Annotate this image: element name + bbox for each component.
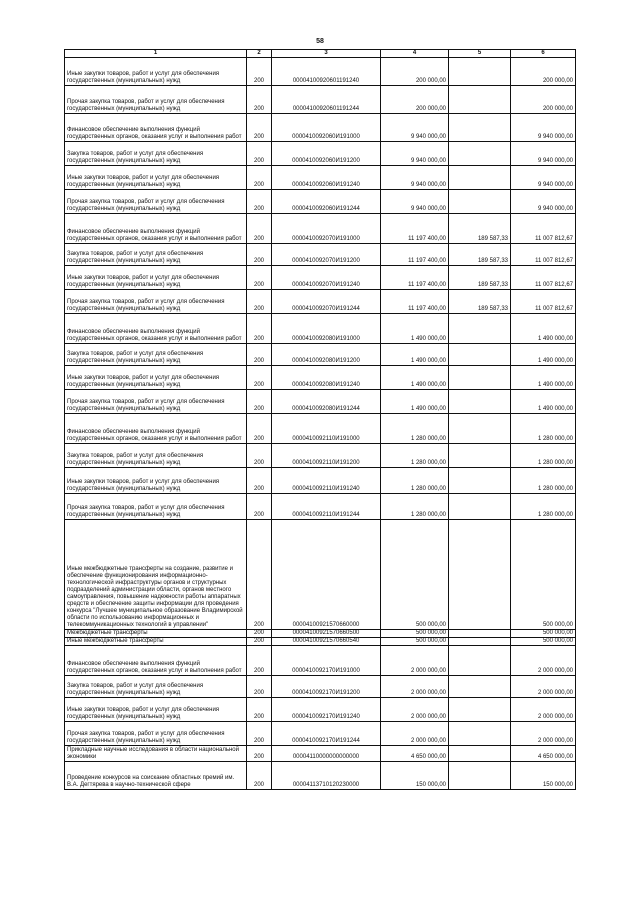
table-row: [65, 520, 576, 630]
row-amount-total: 500 000,00: [511, 520, 576, 630]
row-code: 200: [247, 114, 272, 142]
row-code: 200: [247, 520, 272, 630]
row-budget-code: 0000410092170И191000: [272, 646, 381, 676]
row-amount-total: 9 940 000,00: [511, 142, 576, 166]
table-header-row: [65, 50, 576, 58]
row-budget-code: 00004100921570660500: [272, 630, 381, 638]
table-row: [65, 722, 576, 746]
row-name: Иные закупки товаров, работ и услуг для обеспечения государственных (муниципальных) нужд: [65, 698, 247, 722]
row-amount-planned: 1 280 000,00: [381, 414, 449, 444]
row-amount-planned: 2 000 000,00: [381, 646, 449, 676]
column-header-1: 1: [65, 50, 247, 58]
row-amount-change: [449, 444, 511, 468]
row-amount-total: 1 280 000,00: [511, 414, 576, 444]
row-amount-planned: 200 000,00: [381, 58, 449, 86]
table-row: [65, 444, 576, 468]
row-amount-total: 9 940 000,00: [511, 190, 576, 214]
row-name: Закупка товаров, работ и услуг для обеспечения государственных (муниципальных) нужд: [65, 444, 247, 468]
row-amount-change: [449, 630, 511, 638]
column-header-6: 6: [511, 50, 576, 58]
row-amount-planned: 1 490 000,00: [381, 344, 449, 366]
table-row: [65, 746, 576, 762]
row-name: Финансовое обеспечение выполнения функций государственных органов, оказания услуг и выполнения работ: [65, 214, 247, 244]
row-amount-change: [449, 190, 511, 214]
row-name: Прочая закупка товаров, работ и услуг для обеспечения государственных (муниципальных) нужд: [65, 494, 247, 520]
row-amount-change: 189 587,33: [449, 244, 511, 266]
row-name: Финансовое обеспечение выполнения функций государственных органов, оказания услуг и выполнения работ: [65, 314, 247, 344]
row-amount-planned: 1 490 000,00: [381, 314, 449, 344]
row-amount-planned: 500 000,00: [381, 520, 449, 630]
row-budget-code: 0000410092080И191240: [272, 366, 381, 390]
row-name: Прочая закупка товаров, работ и услуг для обеспечения государственных (муниципальных) нужд: [65, 190, 247, 214]
row-code: 200: [247, 722, 272, 746]
column-header-2: 2: [247, 50, 272, 58]
row-budget-code: 00004113710120230000: [272, 762, 381, 790]
column-header-5: 5: [449, 50, 511, 58]
row-amount-total: 1 490 000,00: [511, 366, 576, 390]
row-amount-planned: 1 280 000,00: [381, 468, 449, 494]
row-amount-change: [449, 638, 511, 646]
row-amount-change: [449, 494, 511, 520]
row-code: 200: [247, 314, 272, 344]
row-amount-planned: 4 650 000,00: [381, 746, 449, 762]
table-row: [65, 86, 576, 114]
row-amount-total: 2 000 000,00: [511, 698, 576, 722]
table-row: [65, 290, 576, 314]
row-name: Закупка товаров, работ и услуг для обеспечения государственных (муниципальных) нужд: [65, 676, 247, 698]
row-amount-change: [449, 114, 511, 142]
row-amount-planned: 2 000 000,00: [381, 676, 449, 698]
row-amount-planned: 500 000,00: [381, 630, 449, 638]
row-amount-total: 1 280 000,00: [511, 444, 576, 468]
row-amount-total: 11 007 812,67: [511, 214, 576, 244]
row-name: Закупка товаров, работ и услуг для обеспечения государственных (муниципальных) нужд: [65, 244, 247, 266]
row-code: 200: [247, 676, 272, 698]
row-name: Проведение конкурсов на соискание областных премий им. В.А. Дегтярева в научно-технической сфере: [65, 762, 247, 790]
row-amount-planned: 200 000,00: [381, 86, 449, 114]
row-code: 200: [247, 58, 272, 86]
table-row: [65, 494, 576, 520]
table-row: [65, 390, 576, 414]
row-amount-total: 2 000 000,00: [511, 676, 576, 698]
row-amount-planned: 1 490 000,00: [381, 366, 449, 390]
row-budget-code: 00004110000000000000: [272, 746, 381, 762]
row-budget-code: 0000410092070И191200: [272, 244, 381, 266]
row-amount-change: [449, 166, 511, 190]
row-amount-total: 11 007 812,67: [511, 290, 576, 314]
table-row: [65, 414, 576, 444]
column-header-3: 3: [272, 50, 381, 58]
row-amount-total: 1 490 000,00: [511, 314, 576, 344]
row-amount-change: [449, 520, 511, 630]
row-name: Прочая закупка товаров, работ и услуг для обеспечения государственных (муниципальных) нужд: [65, 290, 247, 314]
row-code: 200: [247, 414, 272, 444]
row-amount-planned: 11 197 400,00: [381, 266, 449, 290]
row-amount-change: [449, 746, 511, 762]
column-header-4: 4: [381, 50, 449, 58]
table-body: [65, 58, 576, 790]
row-amount-change: [449, 698, 511, 722]
row-amount-planned: 500 000,00: [381, 638, 449, 646]
row-budget-code: 0000410092110И191200: [272, 444, 381, 468]
row-amount-planned: 150 000,00: [381, 762, 449, 790]
row-amount-planned: 9 940 000,00: [381, 166, 449, 190]
row-budget-code: 0000410092110И191000: [272, 414, 381, 444]
row-amount-total: 1 280 000,00: [511, 468, 576, 494]
row-name: Прочая закупка товаров, работ и услуг для обеспечения государственных (муниципальных) нужд: [65, 390, 247, 414]
row-amount-change: [449, 676, 511, 698]
row-amount-total: 1 490 000,00: [511, 390, 576, 414]
row-amount-change: 189 587,33: [449, 266, 511, 290]
row-code: 200: [247, 266, 272, 290]
row-amount-planned: 9 940 000,00: [381, 114, 449, 142]
row-code: 200: [247, 494, 272, 520]
row-amount-change: 189 587,33: [449, 290, 511, 314]
row-code: 200: [247, 746, 272, 762]
row-budget-code: 0000410092080И191000: [272, 314, 381, 344]
row-amount-planned: 2 000 000,00: [381, 698, 449, 722]
row-name: Иные закупки товаров, работ и услуг для обеспечения государственных (муниципальных) нужд: [65, 58, 247, 86]
table-row: [65, 468, 576, 494]
row-amount-planned: 1 280 000,00: [381, 494, 449, 520]
row-amount-change: 189 587,33: [449, 214, 511, 244]
table-row: [65, 190, 576, 214]
row-amount-change: [449, 390, 511, 414]
row-amount-change: [449, 414, 511, 444]
row-amount-planned: 11 197 400,00: [381, 214, 449, 244]
table-row: [65, 762, 576, 790]
row-amount-change: [449, 314, 511, 344]
row-amount-planned: 1 490 000,00: [381, 390, 449, 414]
table-row: [65, 366, 576, 390]
table-row: [65, 646, 576, 676]
table-row: [65, 244, 576, 266]
row-amount-change: [449, 344, 511, 366]
row-budget-code: 0000410092070И191244: [272, 290, 381, 314]
row-budget-code: 00004100920601191244: [272, 86, 381, 114]
row-amount-planned: 9 940 000,00: [381, 190, 449, 214]
table-row: [65, 214, 576, 244]
row-code: 200: [247, 142, 272, 166]
row-budget-code: 0000410092110И191244: [272, 494, 381, 520]
row-budget-code: 0000410092080И191244: [272, 390, 381, 414]
row-code: 200: [247, 190, 272, 214]
row-name: Прочая закупка товаров, работ и услуг для обеспечения государственных (муниципальных) нужд: [65, 722, 247, 746]
row-amount-total: 200 000,00: [511, 58, 576, 86]
row-name: Иные закупки товаров, работ и услуг для обеспечения государственных (муниципальных) нужд: [65, 266, 247, 290]
row-amount-total: 200 000,00: [511, 86, 576, 114]
row-name: Иные закупки товаров, работ и услуг для обеспечения государственных (муниципальных) нужд: [65, 468, 247, 494]
row-amount-planned: 9 940 000,00: [381, 142, 449, 166]
row-code: 200: [247, 646, 272, 676]
table-row: [65, 638, 576, 646]
row-name: Прочая закупка товаров, работ и услуг для обеспечения государственных (муниципальных) нужд: [65, 86, 247, 114]
table-row: [65, 114, 576, 142]
row-name: Финансовое обеспечение выполнения функций государственных органов, оказания услуг и выполнения работ: [65, 414, 247, 444]
row-amount-change: [449, 468, 511, 494]
row-code: 200: [247, 344, 272, 366]
table-row: [65, 166, 576, 190]
row-amount-total: 150 000,00: [511, 762, 576, 790]
row-budget-code: 0000410092060И191200: [272, 142, 381, 166]
row-budget-code: 00004100920601191240: [272, 58, 381, 86]
table-row: [65, 266, 576, 290]
table-row: [65, 344, 576, 366]
row-budget-code: 0000410092060И191000: [272, 114, 381, 142]
row-amount-total: 500 000,00: [511, 638, 576, 646]
row-budget-code: 0000410092070И191240: [272, 266, 381, 290]
row-budget-code: 0000410092080И191200: [272, 344, 381, 366]
table-row: [65, 698, 576, 722]
table-row: [65, 142, 576, 166]
row-amount-planned: 11 197 400,00: [381, 290, 449, 314]
row-budget-code: 0000410092070И191000: [272, 214, 381, 244]
row-code: 200: [247, 86, 272, 114]
row-name: Финансовое обеспечение выполнения функций государственных органов, оказания услуг и выполнения работ: [65, 646, 247, 676]
row-name: Иные межбюджетные трансферты на создание, развитие и обеспечение функционирования информационно-технологической инфраструктуры органов и структурных подразделений администрации области, органов местного самоуправления, повышение надежности работы аппаратных средств и обеспечение защиты информации для проведения конкурса "Лучшее муниципальное образование Владимирской области по использованию информационных и телекоммуникационных технологий в управлении": [65, 520, 247, 630]
row-name: Закупка товаров, работ и услуг для обеспечения государственных (муниципальных) нужд: [65, 344, 247, 366]
row-amount-change: [449, 722, 511, 746]
row-amount-total: 1 280 000,00: [511, 494, 576, 520]
row-amount-change: [449, 58, 511, 86]
row-amount-change: [449, 366, 511, 390]
row-amount-change: [449, 762, 511, 790]
row-budget-code: 0000410092170И191240: [272, 698, 381, 722]
row-name: Иные межбюджетные трансферты: [65, 638, 247, 646]
row-amount-total: 2 000 000,00: [511, 722, 576, 746]
row-code: 200: [247, 366, 272, 390]
row-amount-total: 4 650 000,00: [511, 746, 576, 762]
row-budget-code: 00004100921570660540: [272, 638, 381, 646]
table-row: [65, 314, 576, 344]
row-name: Иные закупки товаров, работ и услуг для обеспечения государственных (муниципальных) нужд: [65, 366, 247, 390]
row-amount-planned: 1 280 000,00: [381, 444, 449, 468]
row-name: Иные закупки товаров, работ и услуг для обеспечения государственных (муниципальных) нужд: [65, 166, 247, 190]
row-amount-planned: 11 197 400,00: [381, 244, 449, 266]
row-budget-code: 00004100921570660000: [272, 520, 381, 630]
row-amount-total: 2 000 000,00: [511, 646, 576, 676]
row-name: Межбюджетные трансферты: [65, 630, 247, 638]
row-code: 200: [247, 468, 272, 494]
row-amount-total: 11 007 812,67: [511, 266, 576, 290]
row-amount-change: [449, 86, 511, 114]
row-code: 200: [247, 166, 272, 190]
row-amount-total: 9 940 000,00: [511, 114, 576, 142]
row-amount-total: 11 007 812,67: [511, 244, 576, 266]
row-name: Финансовое обеспечение выполнения функций государственных органов, оказания услуг и выполнения работ: [65, 114, 247, 142]
row-name: Закупка товаров, работ и услуг для обеспечения государственных (муниципальных) нужд: [65, 142, 247, 166]
row-code: 200: [247, 214, 272, 244]
row-budget-code: 0000410092060И191244: [272, 190, 381, 214]
row-budget-code: 0000410092110И191240: [272, 468, 381, 494]
page-number: 58: [316, 38, 324, 45]
row-budget-code: 0000410092170И191244: [272, 722, 381, 746]
row-amount-planned: 2 000 000,00: [381, 722, 449, 746]
row-name: Прикладные научные исследования в области национальной экономики: [65, 746, 247, 762]
table-row: [65, 58, 576, 86]
row-code: 200: [247, 762, 272, 790]
row-code: 200: [247, 444, 272, 468]
row-code: 200: [247, 630, 272, 638]
row-budget-code: 0000410092170И191200: [272, 676, 381, 698]
row-amount-change: [449, 646, 511, 676]
row-code: 200: [247, 244, 272, 266]
table-row: [65, 630, 576, 638]
row-code: 200: [247, 698, 272, 722]
table-row: [65, 676, 576, 698]
budget-table: [64, 49, 576, 790]
row-code: 200: [247, 290, 272, 314]
row-amount-change: [449, 142, 511, 166]
row-amount-total: 1 490 000,00: [511, 344, 576, 366]
row-amount-total: 500 000,00: [511, 630, 576, 638]
row-budget-code: 0000410092060И191240: [272, 166, 381, 190]
row-code: 200: [247, 638, 272, 646]
row-code: 200: [247, 390, 272, 414]
row-amount-total: 9 940 000,00: [511, 166, 576, 190]
